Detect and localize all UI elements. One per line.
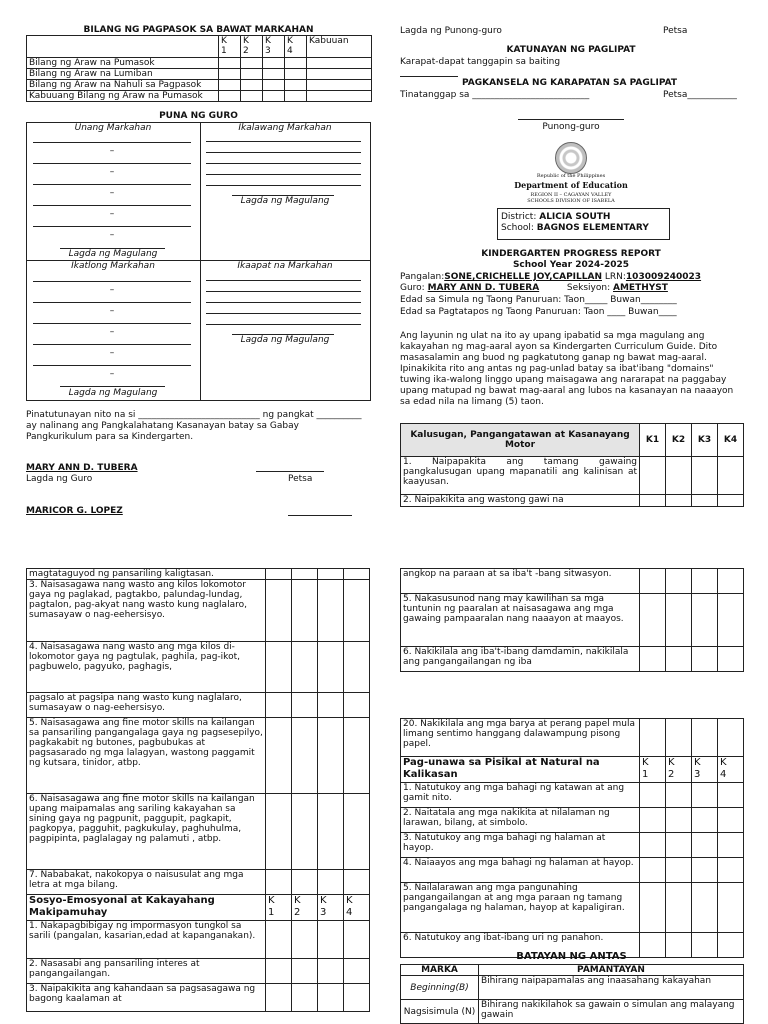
school-year: School Year 2024-2025 (512, 260, 630, 270)
competency-item: 1. Nakapagbibigay ng impormasyon tungkol sa sarili (pangalan, kasarian,edad at kapanganakan). (27, 921, 266, 959)
standard-value: Bihirang nakikilahok sa gawain o simulan ang malayang gawain (479, 1000, 744, 1024)
competency-item: 3. Naipakikita ang kahandaan sa pagsasagawa ng bagong kaalaman at (27, 984, 266, 1012)
quarter-header: K 3 (263, 36, 285, 58)
name-label: Pangalan: (400, 272, 445, 282)
dash: – (109, 209, 115, 219)
certification-text: Pinatutunayan nito na si ___________________________ ng pangkat __________ ay nalinang ang Pangkalahatang Kasanayan batay sa Gabay Pangkurikulum para sa Kindergarten. (26, 410, 362, 442)
domain-header: Pag-unawa sa Pisikal at Natural na Kalikasan (401, 757, 640, 783)
attendance-row-label: Kabuuang Bilang ng Araw na Pumasok (27, 91, 219, 102)
eligibility-text: Karapat-dapat tanggapin sa baiting (400, 57, 561, 67)
teacher-signature-label: Lagda ng Guro (26, 474, 93, 484)
competency-item: 3. Natutukoy ang mga bahagi ng halaman at hayop. (401, 833, 640, 858)
competency-item: 20. Nakikilala ang mga barya at perang papel mula limang sentimo hanggang dalawampung pisong papel. (401, 719, 640, 757)
competency-item: angkop na paraan at sa iba't -bang sitwasyon. (401, 569, 640, 594)
motor-table-top (400, 423, 744, 507)
competency-item: 4. Naiaayos ang mga bahagi ng halaman at hayop. (401, 858, 640, 883)
k-header: K 1 (266, 895, 292, 921)
date-label: Petsa (288, 474, 313, 484)
section-label: Seksiyon: (566, 283, 611, 293)
remarks-title: PUNA NG GURO (159, 111, 238, 121)
total-header: Kabuuan (307, 36, 372, 58)
k-header: K4 (718, 424, 744, 457)
competency-item: magtataguyod ng pansariling kaligtasan. (27, 569, 266, 580)
teacher-name: MARY ANN D. TUBERA (26, 463, 138, 473)
age-end: Edad sa Pagtatapos ng Taong Panuruan: Taon ____ Buwan____ (400, 307, 677, 317)
school-row (501, 223, 649, 234)
student-row (400, 272, 701, 283)
student-name: SONE,CRICHELLE JOY,CAPILLAN (444, 272, 602, 282)
district-label: District: (501, 212, 537, 222)
dash: – (109, 188, 115, 198)
division-text: SCHOOLS DIVISION OF ISABELA (527, 198, 615, 204)
competency-item: 5. Nakasusunod nang may kawilihan sa mga tuntunin ng paaralan at naisasagawa ang mga gawaing pampaaralan nang naaayon at maayos. (401, 594, 640, 647)
attendance-title: BILANG NG PAGPASOK SA BAWAT MARKAHAN (83, 25, 314, 35)
date-line: Petsa___________ (663, 90, 737, 100)
received-text: Tinatanggap sa __________________________ (400, 90, 590, 100)
k-header: K 3 (318, 895, 344, 921)
competency-item: 2. Naitatala ang mga nakikita at nilalaman ng larawan, bilang, at simbolo. (401, 808, 640, 833)
q2-label: Ikalawang Markahan (238, 123, 332, 133)
competency-item: 1. Naipapakita ang tamang gawaing pangkalusugan upang mapanatili ang kalinisan at kaayusan. (401, 457, 640, 495)
attendance-row-label: Bilang ng Araw na Lumiban (27, 69, 219, 80)
dash: – (109, 327, 115, 337)
parent-signature-label: Lagda ng Magulang (68, 388, 158, 398)
principal-signature-label: Lagda ng Punong-guro (400, 26, 502, 36)
district-value: ALICIA SOUTH (539, 212, 611, 222)
social-table-continued (400, 568, 744, 672)
k-header: K 3 (692, 757, 718, 783)
competency-item: 3. Naisasagawa nang wasto ang kilos lokomotor gaya ng paglakad, pagtakbo, palundag-lundag, pagtalon, pag-akyat nang wasto kung naglalaro, sumasayaw o nag-eehersisyo. (27, 580, 266, 642)
domain-header: Kalusugan, Pangangatawan at Kasanayang Motor (401, 424, 640, 457)
competency-item: 5. Nailalarawan ang mga pangunahing pangangailangan at ang mga paraan ng tamang pangangalaga ng halaman, hayop at kapaligiran. (401, 883, 640, 933)
cancel-title: PAGKANSELA NG KARAPATAN SA PAGLIPAT (462, 78, 678, 88)
dash: – (109, 167, 115, 177)
competency-item: 4. Naisasagawa nang wasto ang mga kilos di-lokomotor gaya ng pagtulak, paghila, pag-ikot, pagbuwelo, pagyuko, paghagis, (27, 642, 266, 693)
deped-seal (538, 142, 604, 174)
q1-label: Unang Markahan (74, 123, 152, 133)
standard-value: Bihirang naipapamalas ang inaasahang kakayahan (479, 976, 744, 1000)
lrn-value: 103009240023 (625, 272, 702, 282)
teacher-row (400, 283, 668, 294)
date-label: Petsa (663, 26, 688, 36)
principal-name: MARICOR G. LOPEZ (26, 506, 123, 516)
k-header: K 4 (718, 757, 744, 783)
dash: – (109, 306, 115, 316)
grading-title: BATAYAN NG ANTAS (516, 951, 627, 962)
k-header: K1 (640, 424, 666, 457)
region-text: REGION II – CAGAYAN VALLEY (530, 192, 612, 198)
k-header: K 2 (292, 895, 318, 921)
quarter-header: K 1 (219, 36, 241, 58)
school-value: BAGNOS ELEMENTARY (536, 223, 649, 233)
attendance-table (26, 35, 372, 102)
q3-label: Ikatlong Markahan (71, 261, 155, 271)
standard-header: PAMANTAYAN (479, 965, 744, 976)
competency-item: 7. Nababakat, nakokopya o naisusulat ang mga letra at mga bilang. (27, 870, 266, 895)
competency-item: 6. Natutukoy ang ibat-ibang uri ng panahon. (401, 933, 640, 958)
parent-signature-label: Lagda ng Magulang (240, 335, 330, 345)
quarter-header: K 4 (285, 36, 307, 58)
dash: – (109, 348, 115, 358)
age-start: Edad sa Simula ng Taong Panuruan: Taon_____ Buwan________ (400, 295, 677, 305)
competency-item: 2. Nasasabi ang pansariling interes at pangangailangan. (27, 959, 266, 984)
k-header: K3 (692, 424, 718, 457)
parent-signature-label: Lagda ng Magulang (240, 196, 330, 206)
grading-table (400, 964, 744, 1024)
mark-value: Beginning(B) (401, 976, 479, 1000)
mark-header: MARKA (401, 965, 479, 976)
k-header: K 2 (666, 757, 692, 783)
teacher-value: MARY ANN D. TUBERA (427, 283, 540, 293)
eligibility-title: KATUNAYAN NG PAGLIPAT (506, 45, 636, 55)
competency-item: 5. Naisasagawa ang fine motor skills na kailangan sa pansariling pangangalaga gaya ng pagsesepilyo, pagkakabit ng butones, pagbubukas at pagsasarado ng mga lalagyan, wastong paggamit ng kutsara, tinidor, atbp. (27, 718, 266, 794)
lrn-label: LRN: (604, 272, 626, 282)
district-row (501, 212, 610, 223)
school-label: School: (501, 223, 534, 233)
seal-icon (555, 142, 587, 174)
mark-value: Nagsisimula (N) (401, 1000, 479, 1024)
report-title: KINDERGARTEN PROGRESS REPORT (481, 249, 661, 259)
k-header: K 1 (640, 757, 666, 783)
q4-label: Ikaapat na Markahan (237, 261, 333, 271)
republic-text: Republic of the Philippines (536, 173, 606, 179)
dash: – (109, 285, 115, 295)
attendance-row-label: Bilang ng Araw na Nahuli sa Pagpasok (27, 80, 219, 91)
nature-table (400, 718, 744, 958)
quarter-header: K 2 (241, 36, 263, 58)
competency-item: 6. Nakikilala ang iba't-ibang damdamin, nakikilala ang pangangailangan ng iba (401, 647, 640, 672)
competency-item: 1. Natutukoy ang mga bahagi ng katawan at ang gamit nito. (401, 783, 640, 808)
attendance-row-label: Bilang ng Araw na Pumasok (27, 58, 219, 69)
domain-header: Sosyo-Emosyonal at Kakayahang Makipamuhay (27, 895, 266, 921)
competency-item: 6. Naisasagawa ang fine motor skills na kailangan upang maipamalas ang sariling kakayahan sa sining gaya ng pagpunit, paggupit, pagkapit, pagkopya, pagguhit, pagkukulay, paghuhulma, pagpipinta, paglalagay ng palamuti , atbp. (27, 794, 266, 870)
dash: – (109, 230, 115, 240)
motor-social-table (26, 568, 370, 1012)
k-header: K2 (666, 424, 692, 457)
teacher-label: Guro: (400, 283, 425, 293)
purpose-text: Ang layunin ng ulat na ito ay upang ipabatid sa mga magulang ang kakayahan ng mag-aaral ayon sa Kindergarten Curriculum Guide. Dito masasalamin ang buod ng pagkatutong ganap ng bawat mag-aaral. Ipinakikita rito ang antas ng pag-unlad batay sa ibat'ibang "domains" tuwing ika-walong linggo upang maisagawa ang nararapat na paggabay upang matupad ng bawat mag-aaral ang lubos na kasanayan na naaayon sa edad nila na limang (5) taon. (400, 331, 734, 407)
competency-item: 2. Naipakikita ang wastong gawi na (401, 495, 640, 507)
k-header: K 4 (344, 895, 370, 921)
department-text: Department of Education (514, 180, 628, 190)
parent-signature-label: Lagda ng Magulang (68, 249, 158, 259)
dash: – (109, 146, 115, 156)
section-value: AMETHYST (613, 283, 668, 293)
principal-label: Punong-guro (542, 122, 600, 132)
dash: – (109, 369, 115, 379)
competency-item: pagsalo at pagsipa nang wasto kung naglalaro, sumasayaw o nag-eehersisyo. (27, 693, 266, 718)
